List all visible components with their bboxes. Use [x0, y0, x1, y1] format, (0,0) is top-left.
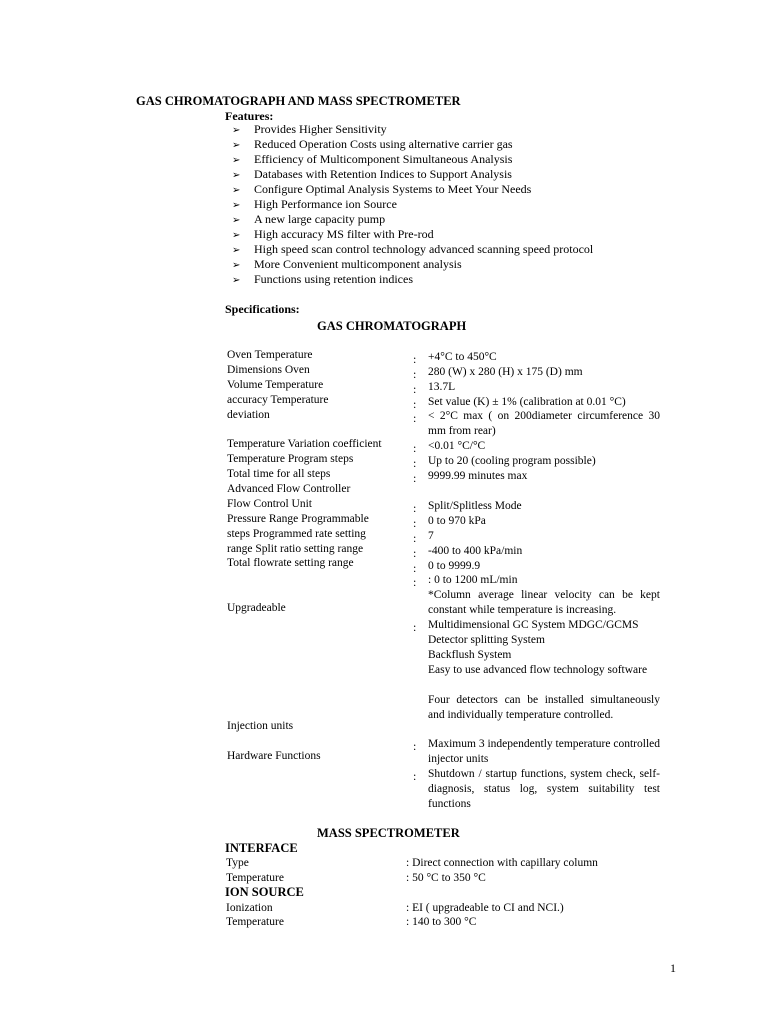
feature-text: Provides Higher Sensitivity: [254, 122, 387, 136]
spec-value: < 2°C max ( on 200diameter circumference 30 mm from rear): [428, 410, 660, 437]
ms-heading: MASS SPECTROMETER: [317, 826, 460, 840]
spec-label: Dimensions Oven: [227, 364, 310, 376]
arrow-bullet-icon: ➢: [232, 245, 241, 256]
colon-separator: :: [413, 531, 417, 545]
spec-value: : 0 to 1200 mL/min: [428, 574, 518, 586]
spec-value: 0 to 970 kPa: [428, 515, 486, 527]
feature-text: Reduced Operation Costs using alternative carrier gas: [254, 137, 513, 151]
spec-value: -400 to 400 kPa/min: [428, 545, 523, 557]
spec-value: Backflush System: [428, 649, 512, 661]
colon-separator: :: [413, 441, 417, 455]
feature-text: High accuracy MS filter with Pre-rod: [254, 227, 434, 241]
colon-separator: :: [413, 516, 417, 530]
spec-value: 7: [428, 530, 434, 542]
spec-label: Volume Temperature: [227, 379, 324, 391]
colon-separator: :: [413, 456, 417, 470]
spec-label: Total time for all steps: [227, 468, 331, 480]
feature-item: [232, 152, 593, 167]
feature-item: [232, 167, 593, 182]
feature-text: Functions using retention indices: [254, 272, 413, 286]
spec-value: +4°C to 450°C: [428, 351, 497, 363]
feature-item: [232, 212, 593, 227]
feature-text: High Performance ion Source: [254, 197, 397, 211]
spec-value: Four detectors can be installed simultaneously and individually temperature controlled.: [428, 694, 660, 721]
arrow-bullet-icon: ➢: [232, 155, 241, 166]
spec-label: Injection units: [227, 720, 294, 732]
specifications-label: Specifications:: [225, 302, 300, 316]
feature-item: [232, 197, 593, 212]
interface-heading: INTERFACE: [225, 841, 298, 855]
colon-separator: :: [413, 367, 417, 381]
spec-value: <0.01 °C/°C: [428, 440, 486, 452]
spec-label: Oven Temperature: [227, 349, 313, 361]
ion-source-value: : 140 to 300 °C: [406, 916, 477, 928]
arrow-bullet-icon: ➢: [232, 185, 241, 196]
ion-source-heading: ION SOURCE: [225, 885, 304, 899]
feature-item: [232, 227, 593, 242]
spec-value: 280 (W) x 280 (H) x 175 (D) mm: [428, 366, 583, 378]
feature-item: [232, 272, 593, 287]
interface-label: Type: [226, 857, 249, 869]
feature-text: Configure Optimal Analysis Systems to Meet Your Needs: [254, 182, 532, 196]
spec-label: Total flowrate setting range: [227, 557, 354, 569]
arrow-bullet-icon: ➢: [232, 170, 241, 181]
arrow-bullet-icon: ➢: [232, 125, 241, 136]
arrow-bullet-icon: ➢: [232, 230, 241, 241]
spec-value: Easy to use advanced flow technology software: [428, 664, 648, 676]
colon-separator: :: [413, 382, 417, 396]
spec-label: Flow Control Unit: [227, 498, 312, 510]
spec-value: 13.7L: [428, 381, 456, 393]
colon-separator: :: [413, 501, 417, 515]
feature-item: [232, 122, 593, 137]
ion-source-label: Temperature: [226, 916, 284, 928]
feature-item: [232, 257, 593, 272]
colon-separator: :: [413, 352, 417, 366]
ion-source-value: : EI ( upgradeable to CI and NCI.): [406, 902, 564, 914]
arrow-bullet-icon: ➢: [232, 215, 241, 226]
features-label: Features:: [225, 109, 274, 123]
spec-value: Set value (K) ± 1% (calibration at 0.01 °C): [428, 396, 626, 408]
feature-text: Efficiency of Multicomponent Simultaneous Analysis: [254, 152, 513, 166]
colon-separator: :: [413, 411, 417, 425]
feature-item: [232, 137, 593, 152]
colon-separator: :: [413, 561, 417, 575]
feature-text: High speed scan control technology advanced scanning speed protocol: [254, 242, 594, 256]
spec-label: Upgradeable: [227, 602, 286, 614]
colon-separator: :: [413, 769, 417, 783]
spec-label: range Split ratio setting range: [227, 543, 364, 555]
spec-value: Up to 20 (cooling program possible): [428, 455, 596, 467]
features-list: [232, 122, 593, 287]
spec-value: Split/Splitless Mode: [428, 500, 522, 512]
spec-label: Temperature Program steps: [227, 453, 354, 465]
spec-label: deviation: [227, 409, 270, 421]
feature-text: More Convenient multicomponent analysis: [254, 257, 462, 271]
arrow-bullet-icon: ➢: [232, 275, 241, 286]
document-title: GAS CHROMATOGRAPH AND MASS SPECTROMETER: [136, 94, 461, 108]
spec-value: *Column average linear velocity can be kept constant while temperature is increasing.: [428, 589, 660, 616]
spec-value: Detector splitting System: [428, 634, 545, 646]
interface-value: : 50 °C to 350 °C: [406, 872, 486, 884]
spec-value: 9999.99 minutes max: [428, 470, 528, 482]
gc-heading: GAS CHROMATOGRAPH: [317, 319, 467, 333]
spec-value: Multidimensional GC System MDGC/GCMS: [428, 619, 639, 631]
spec-label: Advanced Flow Controller: [227, 483, 351, 495]
spec-value: Maximum 3 independently temperature controlled injector units: [428, 738, 660, 765]
page-number: 1: [670, 961, 676, 975]
spec-label: Hardware Functions: [227, 750, 321, 762]
colon-separator: :: [413, 575, 417, 589]
feature-text: A new large capacity pump: [254, 212, 386, 226]
colon-separator: :: [413, 471, 417, 485]
colon-separator: :: [413, 620, 417, 634]
spec-label: accuracy Temperature: [227, 394, 329, 406]
ion-source-label: Ionization: [226, 902, 273, 914]
colon-separator: :: [413, 739, 417, 753]
spec-value: 0 to 9999.9: [428, 560, 481, 572]
colon-separator: :: [413, 397, 417, 411]
spec-label: Temperature Variation coefficient: [227, 438, 382, 450]
colon-separator: :: [413, 546, 417, 560]
interface-label: Temperature: [226, 872, 284, 884]
spec-label: steps Programmed rate setting: [227, 528, 366, 540]
spec-label: Pressure Range Programmable: [227, 513, 369, 525]
arrow-bullet-icon: ➢: [232, 140, 241, 151]
interface-value: : Direct connection with capillary column: [406, 857, 598, 869]
spec-value: Shutdown / startup functions, system check, self-diagnosis, status log, system suitability test functions: [428, 768, 660, 810]
arrow-bullet-icon: ➢: [232, 260, 241, 271]
feature-text: Databases with Retention Indices to Support Analysis: [254, 167, 512, 181]
feature-item: [232, 242, 593, 257]
feature-item: [232, 182, 593, 197]
arrow-bullet-icon: ➢: [232, 200, 241, 211]
